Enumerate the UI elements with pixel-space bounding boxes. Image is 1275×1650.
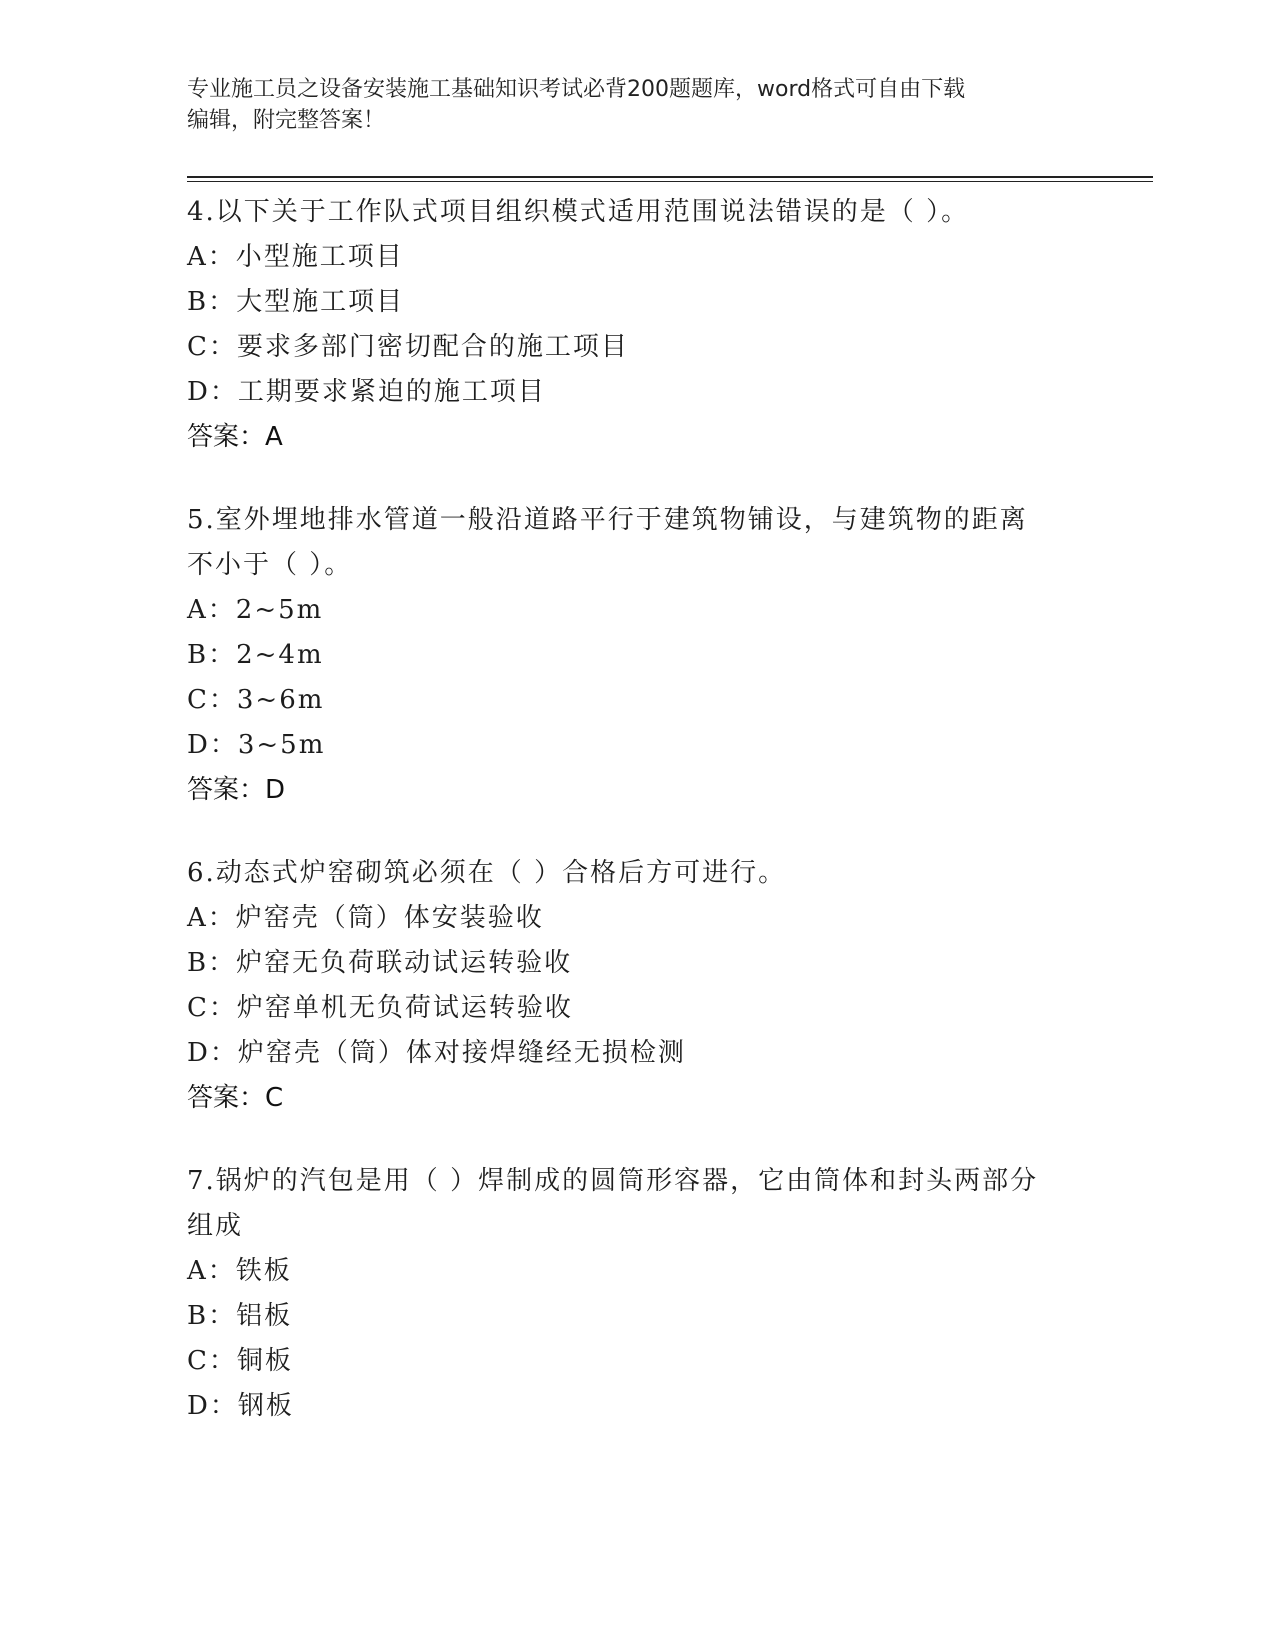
option-d: D：钢板 xyxy=(187,1391,294,1421)
option-c: C：3~6m xyxy=(187,685,325,715)
question-6 xyxy=(187,851,1087,1121)
option-a: A：2~5m xyxy=(187,595,324,625)
question-4 xyxy=(187,190,1087,460)
option-a: A：炉窑壳（筒）体安装验收 xyxy=(187,903,544,933)
question-text-continued: 组成 xyxy=(187,1211,244,1241)
option-d: D：炉窑壳（筒）体对接焊缝经无损检测 xyxy=(187,1038,686,1068)
question-text: 6.动态式炉窑砌筑必须在（ ）合格后方可进行。 xyxy=(187,858,787,888)
header-divider-thin xyxy=(187,181,1153,182)
answer-line: 答案：D xyxy=(187,775,286,805)
question-text: 7.锅炉的汽包是用（ ）焊制成的圆筒形容器，它由筒体和封头两部分 xyxy=(187,1166,1039,1196)
header-divider-thick xyxy=(187,176,1153,178)
option-d: D：3~5m xyxy=(187,730,326,760)
question-text: 5.室外埋地排水管道一般沿道路平行于建筑物铺设，与建筑物的距离 xyxy=(187,505,1028,535)
option-b: B：大型施工项目 xyxy=(187,287,405,317)
header-line-2: 编辑，附完整答案！ xyxy=(187,108,386,133)
option-d: D：工期要求紧迫的施工项目 xyxy=(187,377,546,407)
document-header xyxy=(187,74,1087,136)
question-text: 4.以下关于工作队式项目组织模式适用范围说法错误的是（ ）。 xyxy=(187,197,970,227)
question-list xyxy=(187,190,1087,1467)
answer-line: 答案：A xyxy=(187,422,283,452)
option-c: C：要求多部门密切配合的施工项目 xyxy=(187,332,629,362)
option-a: A：小型施工项目 xyxy=(187,242,404,272)
option-b: B：炉窑无负荷联动试运转验收 xyxy=(187,948,573,978)
question-5 xyxy=(187,498,1087,813)
answer-line: 答案：C xyxy=(187,1083,284,1113)
header-line-1: 专业施工员之设备安装施工基础知识考试必背200题题库，word格式可自由下载 xyxy=(187,77,966,102)
question-7 xyxy=(187,1159,1087,1429)
option-c: C：铜板 xyxy=(187,1346,293,1376)
option-b: B：铝板 xyxy=(187,1301,293,1331)
option-a: A：铁板 xyxy=(187,1256,292,1286)
option-c: C：炉窑单机无负荷试运转验收 xyxy=(187,993,573,1023)
question-text-continued: 不小于（ ）。 xyxy=(187,550,353,580)
option-b: B：2~4m xyxy=(187,640,324,670)
